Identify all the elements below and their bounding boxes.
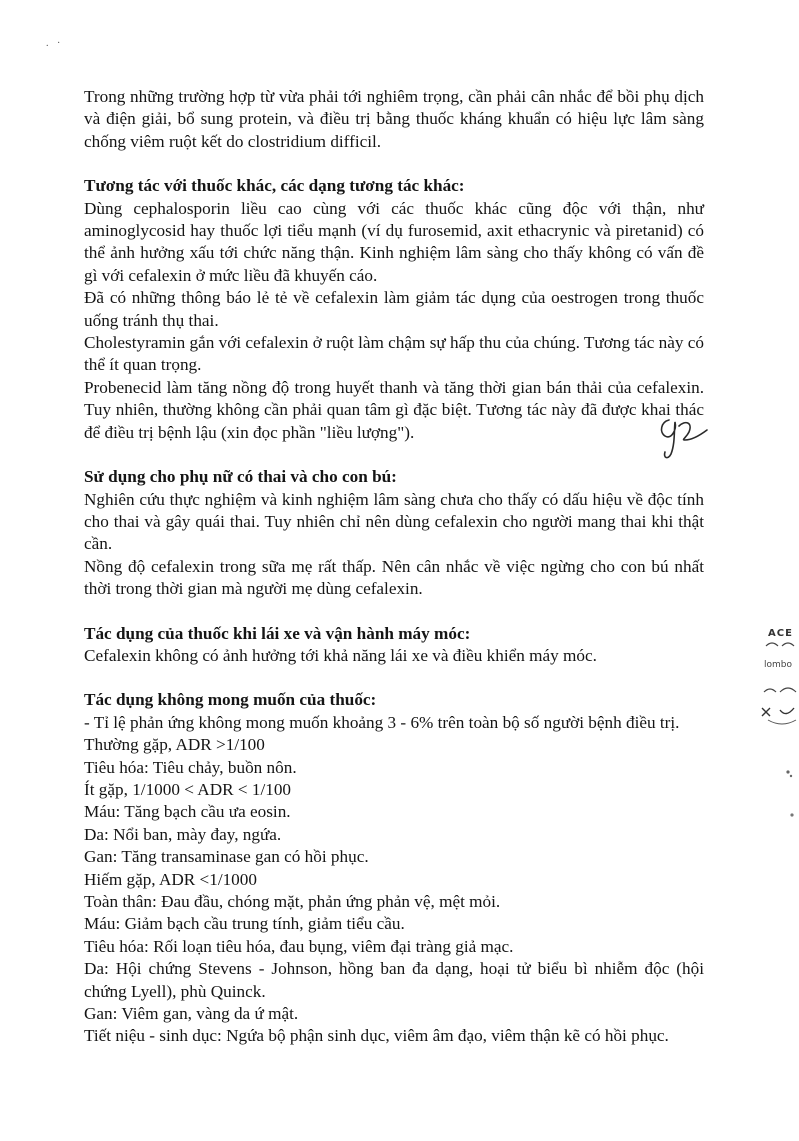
adverse-line: Ít gặp, 1/1000 < ADR < 1/100 — [84, 779, 292, 799]
interactions-section — [84, 175, 704, 444]
adverse-line: Hiếm gặp, ADR <1/1000 — [84, 869, 257, 889]
interactions-paragraph-3: Cholestyramin gắn với cefalexin ở ruột làm chậm sự hấp thu của chúng. Tương tác này có thể ít quan trọng. — [84, 333, 704, 375]
adverse-line: Toàn thân: Đau đầu, chóng mặt, phản ứng phản vệ, mệt mỏi. — [84, 892, 501, 911]
interactions-paragraph-1: Dùng cephalosporin liều cao cùng với các thuốc khác cũng độc với thận, như aminoglycosid hay thuốc lợi tiểu mạnh (ví dụ furosemid, axit ethacrynic và piretanid) có thể ảnh hưởng xấu tới chức năng thận. Kinh nghiệm lâm sàng cho thấy không có vấn đề gì với cefalexin ở mức liều đã khuyến cáo. — [84, 198, 704, 285]
interactions-paragraph-2: Đã có những thông báo lẻ tẻ về cefalexin làm giảm tác dụng của oestrogen trong thuốc uống tránh thụ thai. — [84, 288, 704, 330]
interactions-heading: Tương tác với thuốc khác, các dạng tương tác khác: — [84, 176, 465, 196]
stamp-text: lombo — [764, 660, 792, 670]
adverse-line: Gan: Viêm gan, vàng da ứ mật. — [84, 1004, 299, 1024]
adverse-line: Tiêu hóa: Rối loạn tiêu hóa, đau bụng, viêm đại tràng giả mạc. — [84, 936, 514, 956]
document-body — [84, 86, 704, 1048]
adverse-line: Thường gặp, ADR >1/100 — [84, 735, 265, 755]
adverse-line: Gan: Tăng transaminase gan có hồi phục. — [84, 847, 369, 867]
scan-marks: . · — [46, 38, 64, 49]
adverse-line: - Tỉ lệ phản ứng không mong muốn khoảng 3 - 6% trên toàn bộ số người bệnh điều trị. — [84, 712, 680, 732]
adverse-line: Tiêu hóa: Tiêu chảy, buồn nôn. — [84, 757, 297, 777]
adverse-line: Máu: Tăng bạch cầu ưa eosin. — [84, 802, 291, 822]
intro-paragraph: Trong những trường hợp từ vừa phải tới nghiêm trọng, cần phải cân nhắc để bồi phụ dịch và điện giải, bổ sung protein, và điều trị bằng thuốc kháng khuẩn có hiệu lực lâm sàng chống viêm ruột kết do clostridium difficil. — [84, 87, 704, 151]
adverse-section — [84, 689, 704, 1048]
pregnancy-section — [84, 466, 704, 600]
intro-section — [84, 86, 704, 153]
handwritten-initials — [655, 412, 711, 464]
driving-section — [84, 623, 704, 668]
pregnancy-paragraph-1: Nghiên cứu thực nghiệm và kinh nghiệm lâm sàng chưa cho thấy có dấu hiệu về độc tính cho thai và gây quái thai. Tuy nhiên chỉ nên dùng cefalexin cho người mang thai khi thật cần. — [84, 489, 704, 554]
adverse-line: Da: Hội chứng Stevens - Johnson, hồng ban đa dạng, hoại tử biểu bì nhiễm độc (hội chứng Lyell), phù Quinck. — [84, 959, 704, 1001]
stamp-fragment — [758, 620, 799, 820]
pregnancy-paragraph-2: Nồng độ cefalexin trong sữa mẹ rất thấp. Nên cân nhắc về việc ngừng cho con bú nhất thời trong thời gian mà người mẹ dùng cefalexin. — [84, 556, 704, 599]
adverse-line: Tiết niệu - sinh dục: Ngứa bộ phận sinh dục, viêm âm đạo, viêm thận kẽ có hồi phục. — [84, 1026, 669, 1046]
adverse-line: Máu: Giảm bạch cầu trung tính, giảm tiểu cầu. — [84, 914, 405, 934]
stamp-text: ACE — [768, 628, 793, 639]
driving-paragraph: Cefalexin không có ảnh hưởng tới khả năng lái xe và điều khiển máy móc. — [84, 645, 597, 665]
stamp-marks — [758, 620, 799, 820]
interactions-paragraph-4: Probenecid làm tăng nồng độ trong huyết thanh và tăng thời gian bán thải của cefalexin. Tuy nhiên, thường không cần phải quan tâm gì đặc biệt. Tương tác này đã được khai thác để điều trị bệnh lậu (xin đọc phần "liều lượng"). — [84, 377, 704, 442]
adverse-heading: Tác dụng không mong muốn của thuốc: — [84, 690, 377, 710]
adverse-line: Da: Nổi ban, mày đay, ngứa. — [84, 824, 282, 844]
pregnancy-heading: Sử dụng cho phụ nữ có thai và cho con bú: — [84, 467, 397, 487]
driving-heading: Tác dụng của thuốc khi lái xe và vận hành máy móc: — [84, 623, 471, 643]
